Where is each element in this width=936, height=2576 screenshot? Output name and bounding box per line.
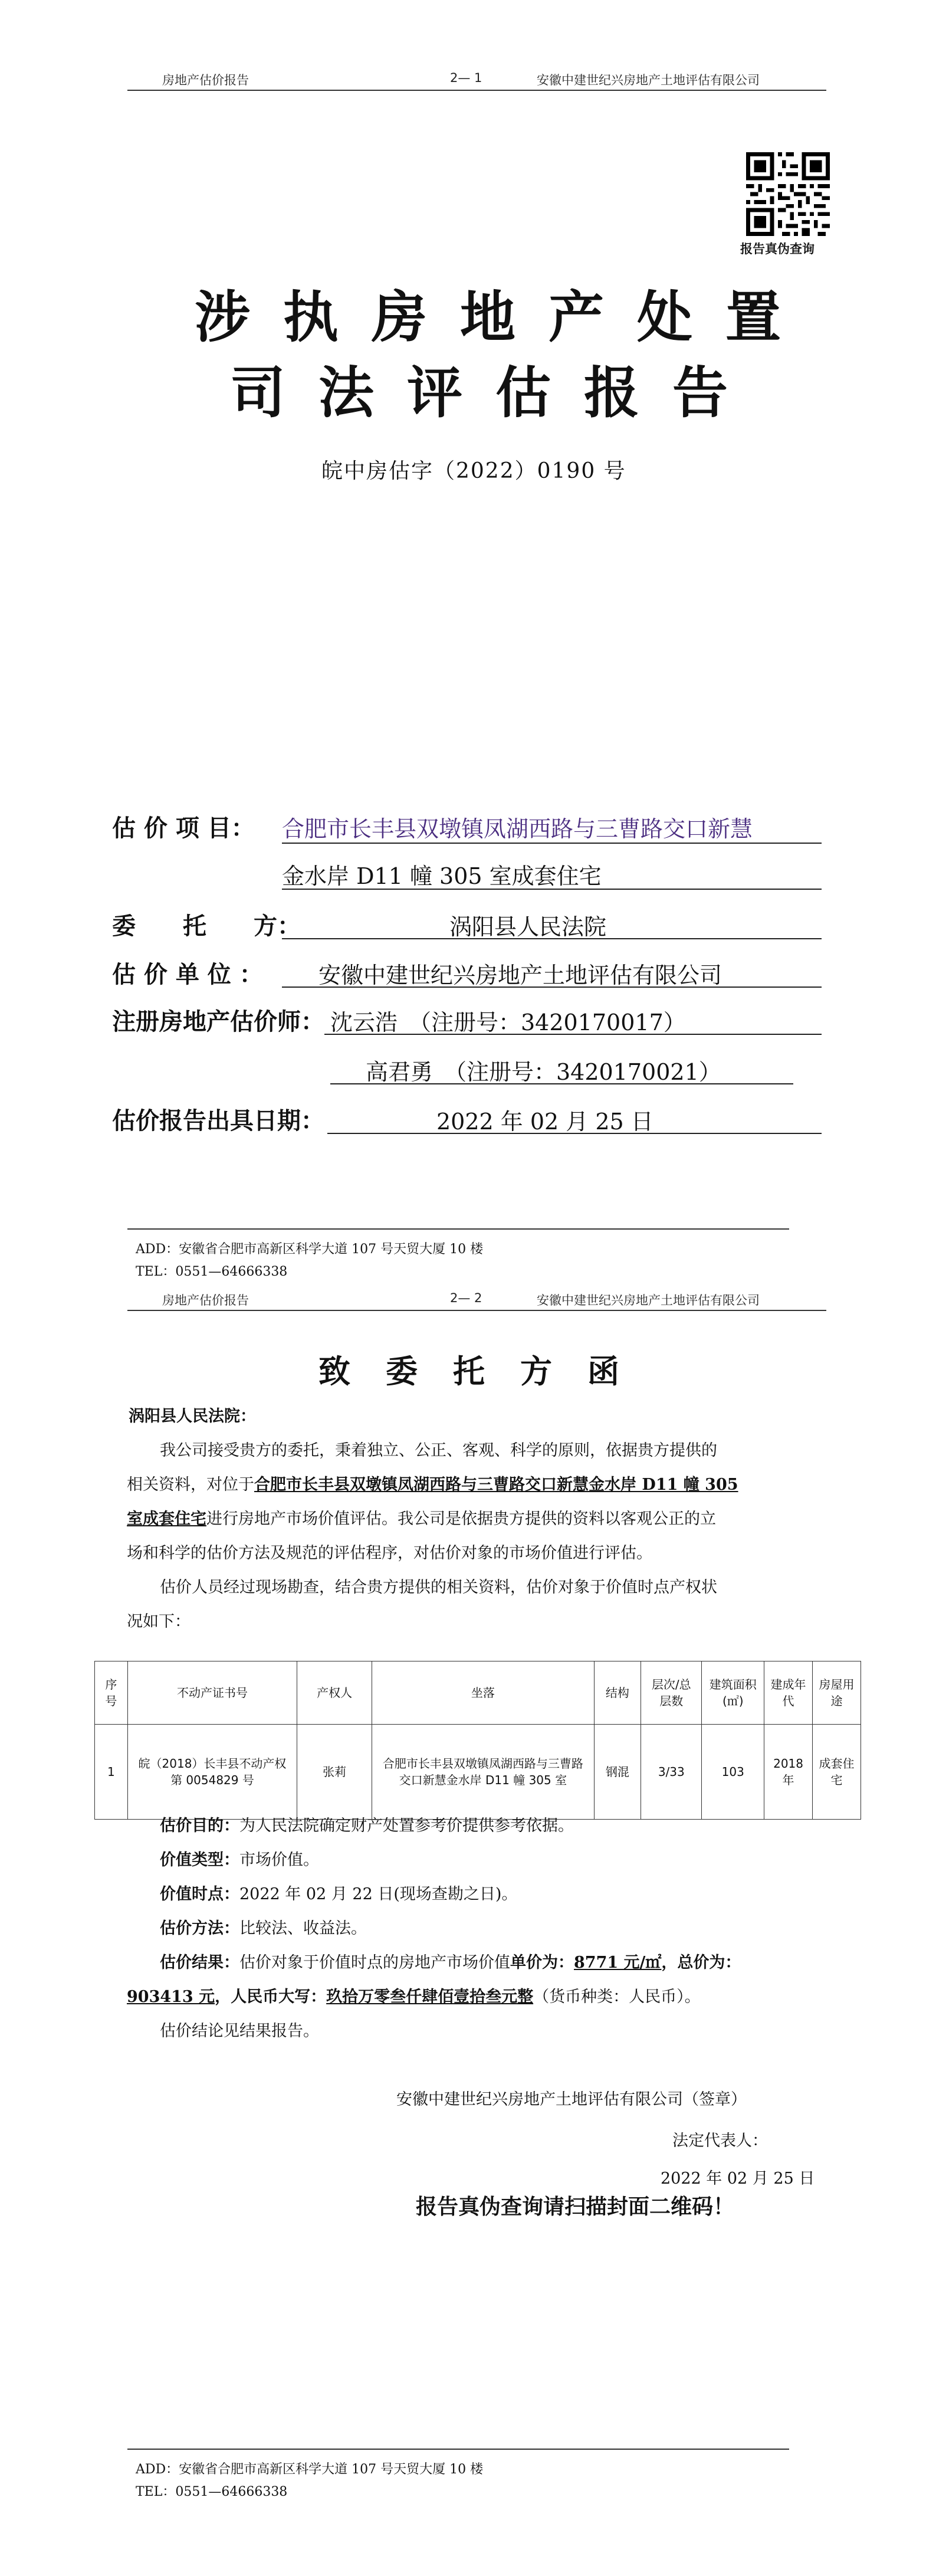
header-company: 安徽中建世纪兴房地产土地评估有限公司 bbox=[537, 1293, 760, 1307]
cell-area: 103 bbox=[702, 1725, 764, 1820]
result-line-2 bbox=[127, 1980, 864, 2014]
appraiser-2-underline bbox=[330, 1083, 793, 1084]
unit-value: 安徽中建世纪兴房地产土地评估有限公司 bbox=[318, 962, 722, 988]
paragraph-1 bbox=[127, 1434, 864, 1571]
project-underline-1 bbox=[282, 843, 822, 844]
date-underline bbox=[327, 1133, 822, 1134]
para1-line-2 bbox=[127, 1468, 864, 1502]
method-row bbox=[160, 1912, 367, 1946]
closing-notice: 报告真伪查询请扫描封面二维码！ bbox=[416, 2194, 735, 2219]
value-date-row bbox=[160, 1877, 517, 1912]
project-value-line-2: 金水岸 D11 幢 305 室成套住宅 bbox=[282, 863, 602, 889]
col-header: 不动产证书号 bbox=[127, 1661, 297, 1725]
property-address-1: 合肥市长丰县双墩镇凤湖西路与三曹路交口新慧金水岸 D11 幢 305 bbox=[254, 1476, 738, 1494]
company-seal: 安徽中建世纪兴房地产土地评估有限公司（签章） bbox=[396, 2090, 747, 2109]
col-header: 序号 bbox=[95, 1661, 128, 1725]
unit-label: 估 价 单 位 ： bbox=[112, 961, 263, 988]
report-title-line-2: 司法评估报告 bbox=[230, 360, 761, 425]
para2-line-1: 估价人员经过现场勘查，结合贵方提供的相关资料，估价对象于价值时点产权状 bbox=[160, 1578, 717, 1597]
total-price: 903413 元 bbox=[127, 1988, 215, 2006]
value-type-row bbox=[160, 1843, 319, 1877]
appraiser-1-underline bbox=[324, 1034, 822, 1035]
rmb-label: ，人民币大写： bbox=[215, 1988, 327, 2006]
document-number: 皖中房估字（2022）0190 号 bbox=[321, 459, 626, 483]
footer-tel: TEL：0551—64666338 bbox=[136, 2485, 288, 2499]
purpose-label: 估价目的： bbox=[160, 1817, 239, 1835]
unit-underline bbox=[282, 987, 822, 988]
value-date-value: 2022 年 02 月 22 日(现场查勘之日)。 bbox=[239, 1885, 518, 1903]
appraiser-2: 高君勇 （注册号：3420170021） bbox=[366, 1059, 721, 1085]
cell-index: 1 bbox=[95, 1725, 128, 1820]
para1-text-c: 进行房地产市场价值评估。我公司是依据贵方提供的资料以客观公正的立 bbox=[206, 1510, 716, 1528]
header-left: 房地产估价报告 bbox=[162, 73, 249, 87]
cell-location: 合肥市长丰县双墩镇凤湖西路与三曹路交口新慧金水岸 D11 幢 305 室 bbox=[372, 1725, 594, 1820]
method-value: 比较法、收益法。 bbox=[239, 1919, 367, 1938]
header-left: 房地产估价报告 bbox=[162, 1293, 249, 1307]
property-table bbox=[94, 1661, 861, 1820]
footer-address: ADD：安徽省合肥市高新区科学大道 107 号天贸大厦 10 楼 bbox=[136, 2462, 484, 2477]
header-page-number: 2— 2 bbox=[450, 1291, 482, 1305]
table-row bbox=[95, 1725, 861, 1820]
header-company: 安徽中建世纪兴房地产土地评估有限公司 bbox=[537, 73, 760, 87]
appraiser-1: 沈云浩 （注册号：3420170017） bbox=[330, 1010, 686, 1035]
result-line-1 bbox=[127, 1946, 864, 1980]
header-rule bbox=[127, 90, 826, 91]
footer-address: ADD：安徽省合肥市高新区科学大道 107 号天贸大厦 10 楼 bbox=[136, 1242, 484, 1257]
qr-code-icon[interactable] bbox=[746, 152, 830, 236]
property-address-2: 室成套住宅 bbox=[127, 1510, 206, 1528]
table-header-row bbox=[95, 1661, 861, 1725]
header-rule bbox=[127, 1310, 826, 1311]
purpose-row bbox=[160, 1809, 574, 1843]
value-type-value: 市场价值。 bbox=[239, 1851, 319, 1869]
para1-line-3 bbox=[127, 1502, 864, 1536]
paragraph-2 bbox=[127, 1571, 864, 1639]
client-value: 涡阳县人民法院 bbox=[449, 914, 607, 940]
col-header: 层次/总层数 bbox=[641, 1661, 702, 1725]
signing-date: 2022 年 02 月 25 日 bbox=[661, 2169, 815, 2188]
unit-price-label: 单价为： bbox=[510, 1954, 574, 1972]
col-header: 结构 bbox=[594, 1661, 641, 1725]
client-label: 委 托 方： bbox=[112, 912, 301, 940]
total-label: ，总价为： bbox=[661, 1954, 741, 1972]
currency: （货币种类：人民币）。 bbox=[533, 1988, 701, 2006]
para1-line-4: 场和科学的估价方法及规范的评估程序，对估价对象的市场价值进行评估。 bbox=[127, 1544, 652, 1562]
rmb-upper: 玖拾万零叁仟肆佰壹拾叁元整 bbox=[326, 1988, 534, 2006]
unit-price: 8771 元/㎡ bbox=[574, 1954, 662, 1972]
result-paragraph bbox=[127, 1946, 864, 2014]
client-underline bbox=[282, 938, 822, 939]
col-header: 坐落 bbox=[372, 1661, 594, 1725]
date-label: 估价报告出具日期： bbox=[112, 1107, 324, 1135]
result-text: 估价对象于价值时点的房地产市场价值 bbox=[239, 1954, 510, 1972]
cell-owner: 张莉 bbox=[297, 1725, 372, 1820]
cell-floor: 3/33 bbox=[641, 1725, 702, 1820]
cell-certificate: 皖（2018）长丰县不动产权第 0054829 号 bbox=[127, 1725, 297, 1820]
date-value: 2022 年 02 月 25 日 bbox=[436, 1109, 653, 1135]
para2-line-2: 况如下： bbox=[127, 1613, 191, 1631]
footer-rule bbox=[127, 1228, 789, 1230]
cell-structure: 钢混 bbox=[594, 1725, 641, 1820]
value-type-label: 价值类型： bbox=[160, 1851, 239, 1869]
para1-line-1: 我公司接受贵方的委托，秉着独立、公正、客观、科学的原则，依据贵方提供的 bbox=[160, 1441, 717, 1460]
header-page-number: 2— 1 bbox=[450, 71, 482, 85]
cell-year: 2018 年 bbox=[764, 1725, 813, 1820]
col-header: 房屋用途 bbox=[813, 1661, 861, 1725]
project-underline-2 bbox=[282, 889, 822, 890]
method-label: 估价方法： bbox=[160, 1919, 239, 1938]
salutation: 涡阳县人民法院： bbox=[129, 1407, 256, 1425]
footer-tel: TEL：0551—64666338 bbox=[136, 1264, 288, 1279]
letter-title: 致委托方函 bbox=[318, 1352, 655, 1390]
appraiser-label: 注册房地产估价师： bbox=[112, 1008, 324, 1035]
result-label: 估价结果： bbox=[160, 1954, 239, 1972]
para1-text-b: 相关资料，对位于 bbox=[127, 1476, 254, 1494]
qr-label: 报告真伪查询 bbox=[740, 242, 815, 256]
footer-rule bbox=[127, 2449, 789, 2450]
cell-usage: 成套住宅 bbox=[813, 1725, 861, 1820]
value-date-label: 价值时点： bbox=[160, 1885, 239, 1903]
col-header: 产权人 bbox=[297, 1661, 372, 1725]
project-value-line-1: 合肥市长丰县双墩镇凤湖西路与三曹路交口新慧 bbox=[282, 816, 753, 842]
project-label: 估 价 项 目： bbox=[112, 814, 255, 842]
legal-representative: 法定代表人： bbox=[672, 2132, 768, 2150]
report-title-line-1: 涉执房地产处置 bbox=[195, 285, 815, 350]
col-header: 建筑面积(㎡) bbox=[702, 1661, 764, 1725]
purpose-value: 为人民法院确定财产处置参考价提供参考依据。 bbox=[239, 1817, 574, 1835]
conclusion: 估价结论见结果报告。 bbox=[160, 2022, 319, 2040]
col-header: 建成年代 bbox=[764, 1661, 813, 1725]
